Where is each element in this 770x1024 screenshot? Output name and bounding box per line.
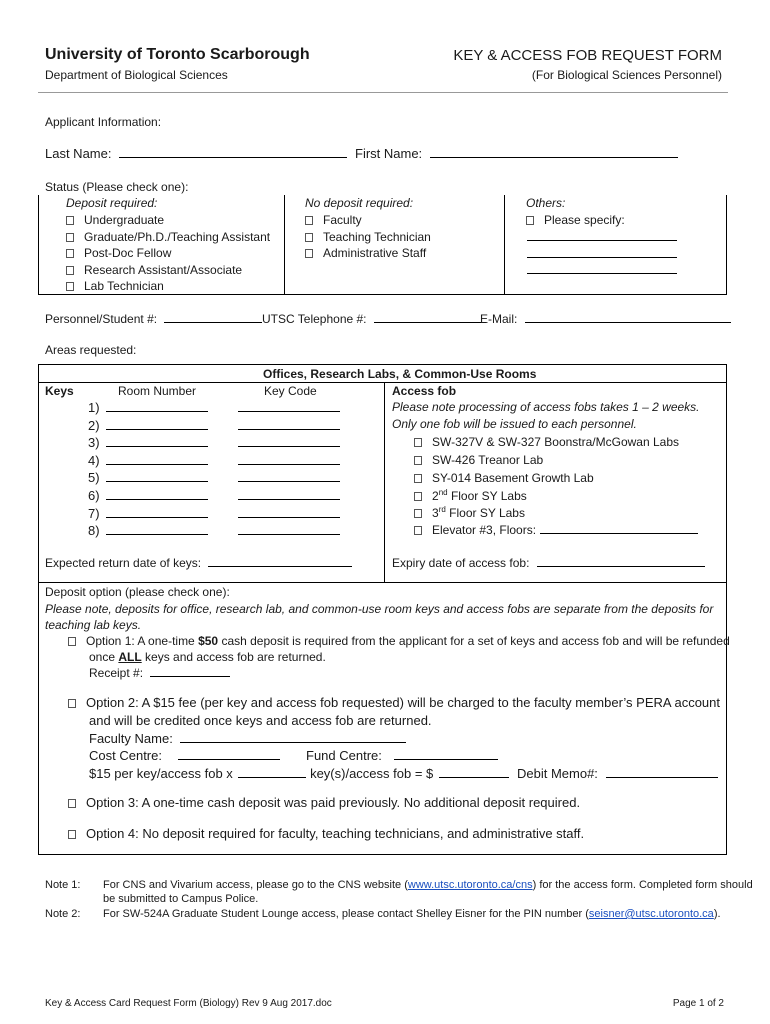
room-number-input[interactable] (106, 402, 208, 412)
fob-treanor[interactable] (414, 453, 543, 467)
fob-2nd-floor[interactable] (414, 488, 527, 503)
faculty-name-label: Faculty Name: (89, 731, 173, 746)
cns-website-link[interactable]: www.utsc.utoronto.ca/cns (407, 879, 533, 891)
fob-expiry-input[interactable] (537, 557, 705, 567)
last-name-field[interactable] (45, 146, 347, 161)
deposit-option-label: Deposit option (please check one): (45, 585, 230, 599)
areas-requested-label: Areas requested: (45, 343, 137, 357)
form-title: KEY & ACCESS FOB REQUEST FORM (453, 47, 722, 64)
floor-number: 2 (432, 489, 439, 503)
contact-email-link[interactable]: seisner@utsc.utoronto.ca (588, 908, 714, 920)
key-row (88, 435, 340, 450)
access-fob-heading: Access fob (392, 384, 457, 398)
key-count-input[interactable] (238, 768, 306, 778)
status-teaching-technician[interactable] (305, 230, 431, 244)
status-option-label: Undergraduate (84, 213, 165, 227)
fob-option-label: SW-426 Treanor Lab (432, 453, 544, 467)
status-faculty[interactable] (305, 213, 362, 227)
room-number-input[interactable] (106, 508, 208, 518)
last-name-label: Last Name: (45, 146, 112, 161)
note-2-text (103, 908, 721, 920)
key-row (88, 453, 340, 468)
fund-centre-input[interactable] (394, 750, 498, 760)
option-4-text: Option 4: No deposit required for faculty, teaching technicians, and administrative staff. (86, 826, 585, 841)
room-number-input[interactable] (106, 455, 208, 465)
status-option-label: Graduate/Ph.D./Teaching Assistant (84, 230, 271, 244)
option-1-continuation (89, 650, 326, 664)
cost-centre-label: Cost Centre: (89, 748, 162, 763)
room-number-input[interactable] (106, 437, 208, 447)
status-other[interactable] (526, 213, 625, 227)
debit-memo-label: Debit Memo#: (517, 766, 598, 781)
key-row-number: 5) (88, 470, 100, 486)
note-1-label: Note 1: (45, 879, 81, 891)
no-deposit-heading: No deposit required: (305, 196, 414, 210)
fund-centre-label: Fund Centre: (306, 748, 382, 763)
note-2-text-b: ). (713, 908, 721, 920)
key-row (88, 523, 340, 538)
key-row-number: 7) (88, 505, 100, 521)
key-code-input[interactable] (238, 455, 340, 465)
footer-page-number: Page 1 of 2 (672, 998, 724, 1009)
status-divider-2 (504, 195, 505, 294)
university-name: University of Toronto Scarborough (45, 46, 310, 63)
key-row (88, 418, 340, 433)
debit-memo-input[interactable] (606, 768, 718, 778)
floor-suffix: nd (438, 488, 448, 497)
room-number-heading: Room Number (118, 384, 197, 398)
faculty-name-field[interactable] (89, 731, 406, 746)
fob-one-per-person-note: Only one fob will be issued to each personnel. (392, 417, 637, 431)
checkbox[interactable] (414, 438, 422, 447)
checkbox[interactable] (66, 249, 74, 258)
status-graduate[interactable] (66, 230, 270, 244)
elevator-label: Elevator #3, Floors: (432, 523, 537, 537)
header-divider (38, 92, 728, 93)
applicant-section-label: Applicant Information: (45, 115, 162, 129)
key-row-number: 2) (88, 417, 100, 433)
status-option-label: Faculty (323, 213, 362, 227)
others-heading: Others: (526, 196, 566, 210)
return-date-input[interactable] (208, 557, 352, 567)
other-specify-line-2[interactable] (527, 257, 677, 258)
form-subtitle: (For Biological Sciences Personnel) (531, 68, 722, 82)
key-row (88, 506, 340, 521)
room-number-input[interactable] (106, 472, 208, 482)
key-row-number: 1) (88, 400, 100, 415)
status-undergraduate[interactable] (66, 213, 164, 227)
status-option-label: Administrative Staff (323, 246, 427, 260)
deposit-section-divider (39, 582, 726, 583)
status-option-label: Lab Technician (84, 279, 164, 293)
keys-heading: Keys (45, 384, 74, 398)
deposit-required-heading: Deposit required: (66, 196, 158, 210)
note-1-text (103, 879, 753, 891)
note-2-text-a: For SW-524A Graduate Student Lounge access, please contact Shelley Eisner for the PIN number ( (103, 908, 589, 920)
checkbox[interactable] (414, 492, 422, 501)
key-code-input[interactable] (238, 525, 340, 535)
fob-processing-note: Please note processing of access fobs takes 1 – 2 weeks. (392, 400, 700, 414)
fob-boonstra[interactable] (414, 435, 679, 449)
checkbox[interactable] (68, 799, 76, 808)
fee-total-input[interactable] (439, 768, 509, 778)
telephone-field[interactable] (262, 312, 486, 326)
option-1-text-a: Option 1: A one-time (86, 634, 195, 648)
option-1-text-b: cash deposit is required from the applicant for a set of keys and access fob and will be refunded (221, 634, 730, 648)
status-admin-staff[interactable] (305, 246, 426, 260)
status-option-label: Please specify: (544, 213, 625, 227)
fob-expiry-field[interactable] (392, 556, 705, 570)
telephone-input[interactable] (374, 313, 486, 323)
note-1-text-a: For CNS and Vivarium access, please go to the CNS website ( (103, 879, 408, 891)
status-option-label: Research Assistant/Associate (84, 263, 243, 277)
email-label: E-Mail: (480, 312, 518, 326)
option-2-text-a: Option 2: A $15 fee (per key and access fob requested) will be charged to the faculty member’s PERA account (86, 695, 720, 710)
checkbox[interactable] (66, 282, 74, 291)
checkbox[interactable] (68, 699, 76, 708)
receipt-label: Receipt #: (89, 666, 144, 680)
deposit-option-4[interactable] (68, 826, 584, 841)
checkbox[interactable] (414, 526, 422, 535)
fob-3rd-floor[interactable] (414, 505, 525, 520)
status-divider-1 (284, 195, 285, 294)
checkbox[interactable] (414, 456, 422, 465)
faculty-name-input[interactable] (180, 733, 406, 743)
key-code-heading: Key Code (264, 384, 317, 398)
option-1-all: ALL (118, 650, 142, 664)
option-2-continuation: and will be credited once keys and access fob are returned. (89, 713, 432, 728)
key-code-input[interactable] (238, 490, 340, 500)
status-label: Status (Please check one): (45, 180, 189, 194)
fob-option-label: Floor SY Labs (449, 506, 525, 520)
key-row-number: 6) (88, 488, 100, 503)
receipt-input[interactable] (150, 667, 230, 677)
personnel-number-input[interactable] (164, 313, 262, 323)
fee-calc-label-b: key(s)/access fob = $ (310, 766, 434, 781)
status-option-label: Teaching Technician (323, 230, 431, 244)
key-row-number: 3) (88, 435, 100, 451)
floor-suffix: rd (438, 505, 446, 514)
checkbox[interactable] (305, 216, 313, 225)
first-name-label: First Name: (355, 146, 423, 161)
deposit-note: Please note, deposits for office, research lab, and common-use room keys and access fobs are separate from the deposits for teaching lab keys. (45, 602, 714, 632)
key-code-input[interactable] (238, 402, 340, 412)
return-date-field[interactable] (45, 556, 352, 570)
fob-option-label: SY-014 Basement Growth Lab (432, 471, 594, 485)
note-1-continuation: be submitted to Campus Police. (103, 893, 259, 905)
checkbox[interactable] (66, 233, 74, 242)
personnel-number-label: Personnel/Student #: (45, 312, 158, 326)
room-number-input[interactable] (106, 525, 208, 535)
last-name-input[interactable] (119, 148, 347, 158)
key-row-number: 8) (88, 523, 100, 539)
department-name: Department of Biological Sciences (45, 68, 228, 82)
checkbox[interactable] (414, 509, 422, 518)
room-number-input[interactable] (106, 420, 208, 430)
note-2-label: Note 2: (45, 908, 81, 920)
personnel-number-field[interactable] (45, 312, 262, 326)
floor-number: 3 (432, 506, 439, 520)
key-row (88, 400, 340, 415)
cost-centre-input[interactable] (178, 750, 280, 760)
footer-filename: Key & Access Card Request Form (Biology) Rev 9 Aug 2017.doc (45, 998, 332, 1009)
other-specify-line-1[interactable] (527, 240, 677, 241)
checkbox[interactable] (305, 249, 313, 258)
key-row (88, 488, 340, 503)
areas-table-title: Offices, Research Labs, & Common-Use Rooms (263, 367, 537, 381)
receipt-field[interactable] (89, 666, 230, 680)
key-code-input[interactable] (238, 437, 340, 447)
checkbox[interactable] (66, 216, 74, 225)
telephone-label: UTSC Telephone #: (262, 312, 367, 326)
note-1-text-b: ) for the access form. Completed form should (532, 879, 753, 891)
key-code-input[interactable] (238, 420, 340, 430)
key-row (88, 470, 340, 485)
status-research-assistant[interactable] (66, 263, 242, 277)
deposit-option-3[interactable] (68, 795, 580, 810)
first-name-field[interactable] (355, 146, 678, 161)
debit-memo-field[interactable] (517, 766, 718, 781)
first-name-input[interactable] (430, 148, 678, 158)
checkbox[interactable] (526, 216, 534, 225)
checkbox[interactable] (305, 233, 313, 242)
option-3-text: Option 3: A one-time cash deposit was paid previously. No additional deposit required. (86, 795, 581, 810)
other-specify-line-3[interactable] (527, 273, 677, 274)
status-lab-technician[interactable] (66, 279, 164, 293)
option-1-amount: $50 (198, 634, 219, 648)
fee-calc-label-a: $15 per key/access fob x (89, 766, 233, 781)
fund-centre-field[interactable] (306, 748, 498, 763)
status-postdoc[interactable] (66, 246, 171, 260)
areas-title-divider (39, 382, 726, 383)
checkbox[interactable] (68, 637, 76, 646)
key-code-input[interactable] (238, 508, 340, 518)
deposit-option-1[interactable] (68, 634, 730, 648)
deposit-option-2[interactable] (68, 695, 720, 710)
status-option-label: Post-Doc Fellow (84, 246, 172, 260)
email-field[interactable] (480, 312, 731, 326)
fob-option-label: Floor SY Labs (450, 489, 527, 503)
email-input[interactable] (525, 313, 731, 323)
checkbox[interactable] (66, 266, 74, 275)
room-number-input[interactable] (106, 490, 208, 500)
return-date-label: Expected return date of keys: (45, 556, 202, 570)
option-1-text-c: once (89, 650, 116, 664)
fob-expiry-label: Expiry date of access fob: (392, 556, 530, 570)
key-row-number: 4) (88, 452, 100, 468)
fob-elevator[interactable] (414, 523, 698, 537)
cost-centre-field[interactable] (89, 748, 280, 763)
fob-option-label: SW-327V & SW-327 Boonstra/McGowan Labs (432, 435, 680, 449)
checkbox[interactable] (68, 830, 76, 839)
option-1-text-d: keys and access fob are returned. (145, 650, 326, 664)
fob-growth-lab[interactable] (414, 471, 594, 485)
fee-calculation[interactable] (89, 766, 509, 781)
elevator-floors-input[interactable] (540, 524, 698, 534)
areas-column-divider (384, 382, 385, 582)
key-code-input[interactable] (238, 472, 340, 482)
checkbox[interactable] (414, 474, 422, 483)
